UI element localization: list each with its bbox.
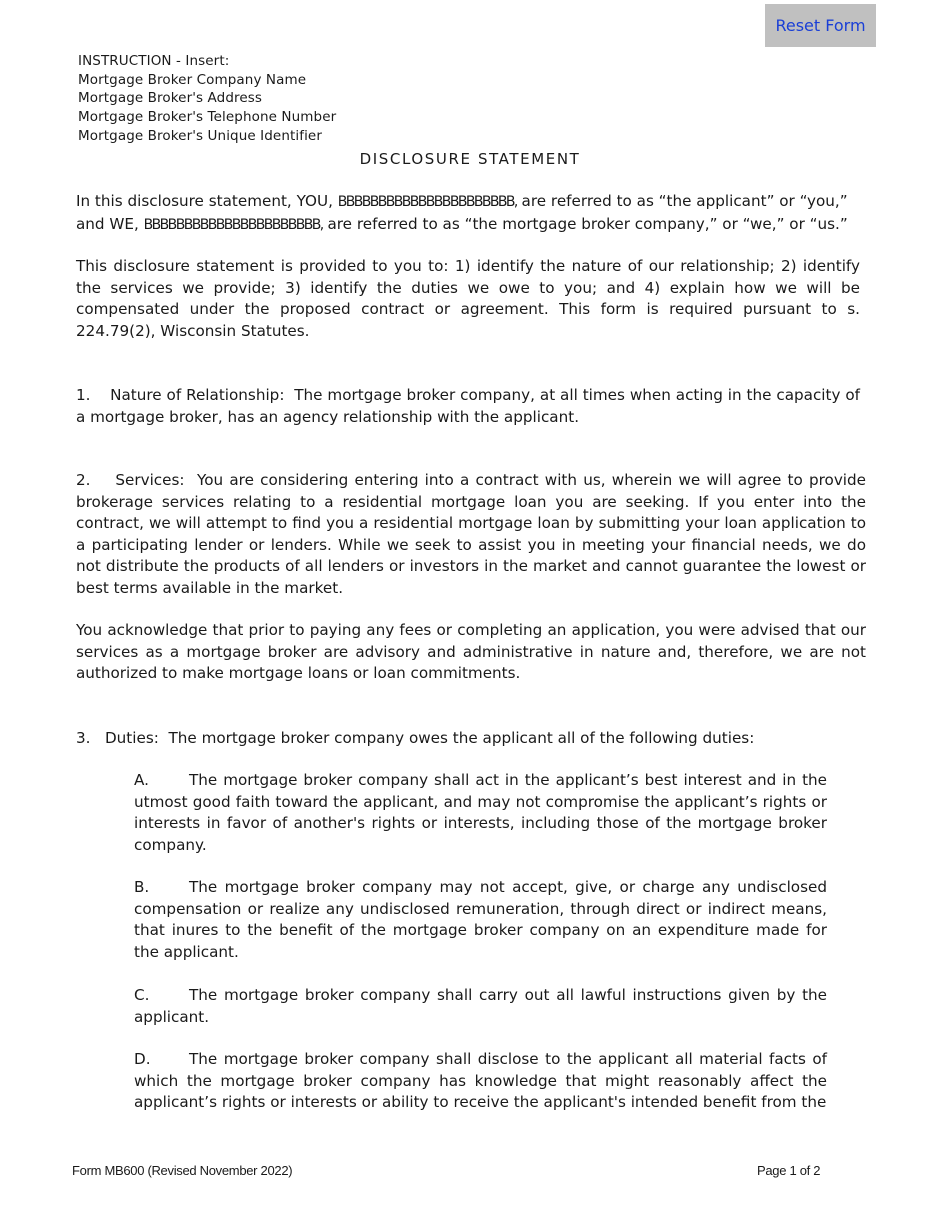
intro-line-1: In this disclosure statement, YOU, BBBBBBBBBBBBBBBBBBBBBB, are referred to as “the applicant” or “you,” bbox=[76, 192, 848, 210]
duty-label: B. bbox=[134, 878, 150, 896]
section-text: The mortgage broker company owes the applicant all of the following duties: bbox=[168, 729, 755, 747]
duty-item-b: B. The mortgage broker company may not accept, give, or charge any undisclosed compensation or realize any undisclosed remuneration, through direct or indirect means, that inures to the benefit of the mortgage broker company on an expenditure made for the applicant. bbox=[134, 878, 827, 961]
instruction-block bbox=[78, 52, 336, 146]
section-heading: Duties: bbox=[104, 729, 159, 747]
duty-label: C. bbox=[134, 986, 150, 1004]
duty-item-c: C. The mortgage broker company shall carry out all lawful instructions given by the applicant. bbox=[134, 986, 827, 1026]
section-text: The mortgage broker company, at all times when acting in the capacity of a mortgage broker, has an agency relationship with the applicant. bbox=[76, 386, 861, 426]
duty-item-d: D. The mortgage broker company shall disclose to the applicant all material facts of which the mortgage broker company has knowledge that might reasonably affect the applicant’s rights or interests or ability to receive the applicant's intended benefit from the bbox=[134, 1050, 827, 1112]
page-title: DISCLOSURE STATEMENT bbox=[359, 150, 581, 168]
reset-form-button[interactable]: Reset Form bbox=[765, 4, 876, 47]
duty-item-a: A. The mortgage broker company shall act in the applicant’s best interest and in the utmost good faith toward the applicant, and may not compromise the applicant’s rights or interests in favor of another's rights or interests, including those of the mortgage broker company. bbox=[134, 771, 827, 854]
section-number: 1. bbox=[76, 386, 91, 404]
section-heading: Nature of Relationship: bbox=[110, 386, 285, 404]
duty-label: A. bbox=[134, 771, 149, 789]
intro-paragraph bbox=[76, 191, 866, 236]
intro-line-2: and WE, BBBBBBBBBBBBBBBBBBBBBB, are referred to as “the mortgage broker company,” or “we,” or “us.” bbox=[76, 214, 848, 233]
services-acknowledgement: You acknowledge that prior to paying any fees or completing an application, you were advised that our services as a mortgage broker are advisory and administrative in nature and, therefore, we are not authorized to make mortgage loans or loan commitments. bbox=[76, 621, 866, 683]
instruction-line: Mortgage Broker's Address bbox=[78, 90, 263, 107]
section-text: You are considering entering into a contract with us, wherein we will agree to provide brokerage services relating to a residential mortgage loan you are seeking. If you enter into the contract, we will attempt to find you a residential mortgage loan by submitting your loan application to a participating lender or lenders. While we seek to assist you in meeting your financial needs, we do not distribute the products of all lenders or investors in the market and cannot guarantee the lowest or best terms available in the market. bbox=[76, 471, 867, 597]
duty-label: D. bbox=[134, 1050, 151, 1068]
instruction-line: Mortgage Broker's Unique Identifier bbox=[78, 127, 322, 144]
instruction-line: INSTRUCTION - Insert: bbox=[78, 53, 230, 69]
section-duties bbox=[76, 728, 866, 750]
section-services bbox=[76, 470, 866, 600]
section-number: 3. bbox=[76, 729, 91, 747]
page-number: Page 1 of 2 bbox=[757, 1163, 821, 1178]
section-heading: Services: bbox=[115, 471, 185, 489]
purpose-paragraph: This disclosure statement is provided to you to: 1) identify the nature of our relationship; 2) identify the services we provide; 3) identify the duties we owe to you; and 4) explain how we will be compensated under the proposed contract or agreement. This form is required pursuant to s. 224.79(2), Wisconsin Statutes. bbox=[76, 257, 860, 340]
section-number: 2. bbox=[76, 471, 91, 489]
instruction-line: Mortgage Broker Company Name bbox=[78, 71, 307, 88]
section-relationship bbox=[76, 385, 860, 428]
form-identifier: Form MB600 (Revised November 2022) bbox=[72, 1163, 293, 1178]
instruction-line: Mortgage Broker's Telephone Number bbox=[78, 109, 337, 126]
company-name-field[interactable]: BBBBBBBBBBBBBBBBBBBBBB, bbox=[143, 216, 323, 233]
applicant-name-field[interactable]: BBBBBBBBBBBBBBBBBBBBBB, bbox=[337, 194, 517, 210]
